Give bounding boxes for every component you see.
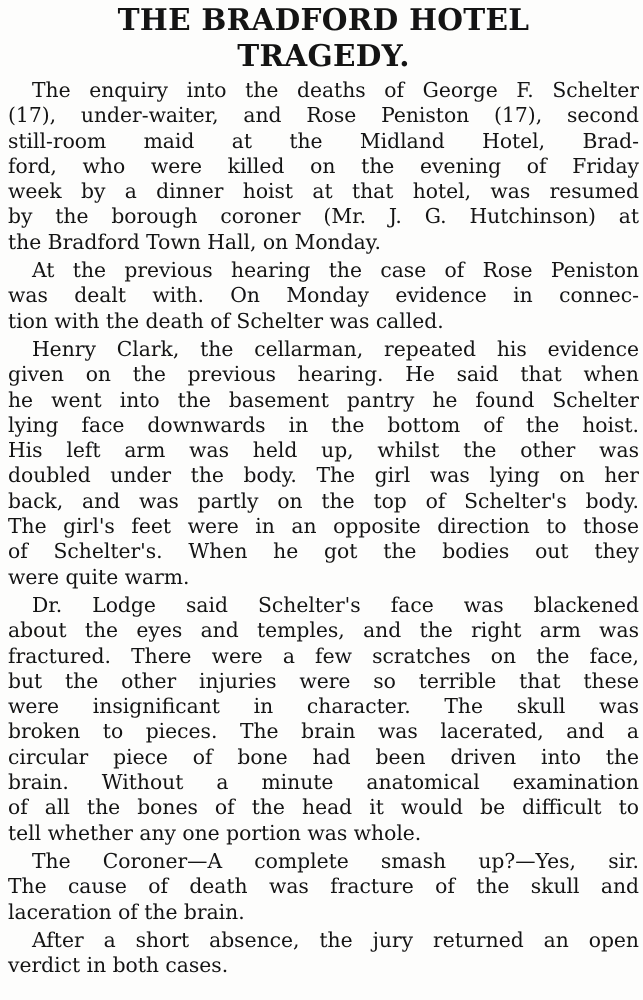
text-line: doubled under the body. The girl was lying on her bbox=[8, 463, 639, 488]
headline-line: THE BRADFORD HOTEL bbox=[117, 2, 530, 37]
text-line: (17), under-waiter, and Rose Peniston (17), second bbox=[8, 103, 639, 128]
text-line: the Bradford Town Hall, on Monday. bbox=[8, 229, 381, 254]
article-body bbox=[8, 78, 639, 978]
text-line: The Coroner—A complete smash up?—Yes, sir. bbox=[32, 848, 639, 873]
text-line: The cause of death was fracture of the skull and bbox=[8, 874, 639, 899]
article-paragraph bbox=[8, 928, 639, 979]
text-line: verdict in both cases. bbox=[8, 953, 229, 978]
text-line: ford, who were killed on the evening of Friday bbox=[8, 153, 639, 178]
text-line: After a short absence, the jury returned an open bbox=[32, 927, 639, 952]
text-line: still-room maid at the Midland Hotel, Brad- bbox=[8, 128, 639, 153]
text-line: tion with the death of Schelter was called. bbox=[8, 308, 444, 333]
article-paragraph bbox=[8, 78, 639, 255]
text-line: was dealt with. On Monday evidence in connec- bbox=[8, 283, 639, 308]
article-paragraph bbox=[8, 849, 639, 925]
headline-line: TRAGEDY. bbox=[237, 38, 410, 73]
text-line: of Schelter's. When he got the bodies out they bbox=[8, 539, 639, 564]
text-line: The enquiry into the deaths of George F. Schelter bbox=[32, 78, 639, 102]
article-paragraph bbox=[8, 258, 639, 334]
article-headline bbox=[8, 2, 639, 74]
text-line: His left arm was held up, whilst the other was bbox=[8, 438, 639, 463]
text-line: lying face downwards in the bottom of the hoist. bbox=[8, 412, 639, 437]
text-line: back, and was partly on the top of Schelter's body. bbox=[8, 488, 639, 513]
article-paragraph bbox=[8, 593, 639, 846]
text-line: brain. Without a minute anatomical examination bbox=[8, 770, 639, 795]
text-line: week by a dinner hoist at that hotel, was resumed bbox=[8, 179, 639, 204]
text-line: by the borough coroner (Mr. J. G. Hutchinson) at bbox=[8, 204, 639, 229]
text-line: fractured. There were a few scratches on the face, bbox=[8, 643, 639, 668]
text-line: Henry Clark, the cellarman, repeated his evidence bbox=[32, 336, 639, 361]
text-line: laceration of the brain. bbox=[8, 899, 245, 924]
text-line: were quite warm. bbox=[8, 564, 190, 589]
text-line: given on the previous hearing. He said that when bbox=[8, 362, 639, 387]
text-line: about the eyes and temples, and the right arm was bbox=[8, 618, 639, 643]
text-line: tell whether any one portion was whole. bbox=[8, 820, 422, 845]
text-line: Dr. Lodge said Schelter's face was blackened bbox=[32, 592, 639, 617]
article-paragraph bbox=[8, 337, 639, 590]
text-line: At the previous hearing the case of Rose Peniston bbox=[32, 258, 639, 283]
text-line: of all the bones of the head it would be difficult to bbox=[8, 795, 639, 820]
text-line: were insignificant in character. The skull was bbox=[8, 694, 639, 719]
text-line: he went into the basement pantry he found Schelter bbox=[8, 387, 639, 412]
text-line: but the other injuries were so terrible that these bbox=[8, 668, 639, 693]
text-line: The girl's feet were in an opposite direction to those bbox=[8, 514, 639, 539]
text-line: circular piece of bone had been driven into the bbox=[8, 744, 639, 769]
text-line: broken to pieces. The brain was lacerated, and a bbox=[8, 719, 639, 744]
